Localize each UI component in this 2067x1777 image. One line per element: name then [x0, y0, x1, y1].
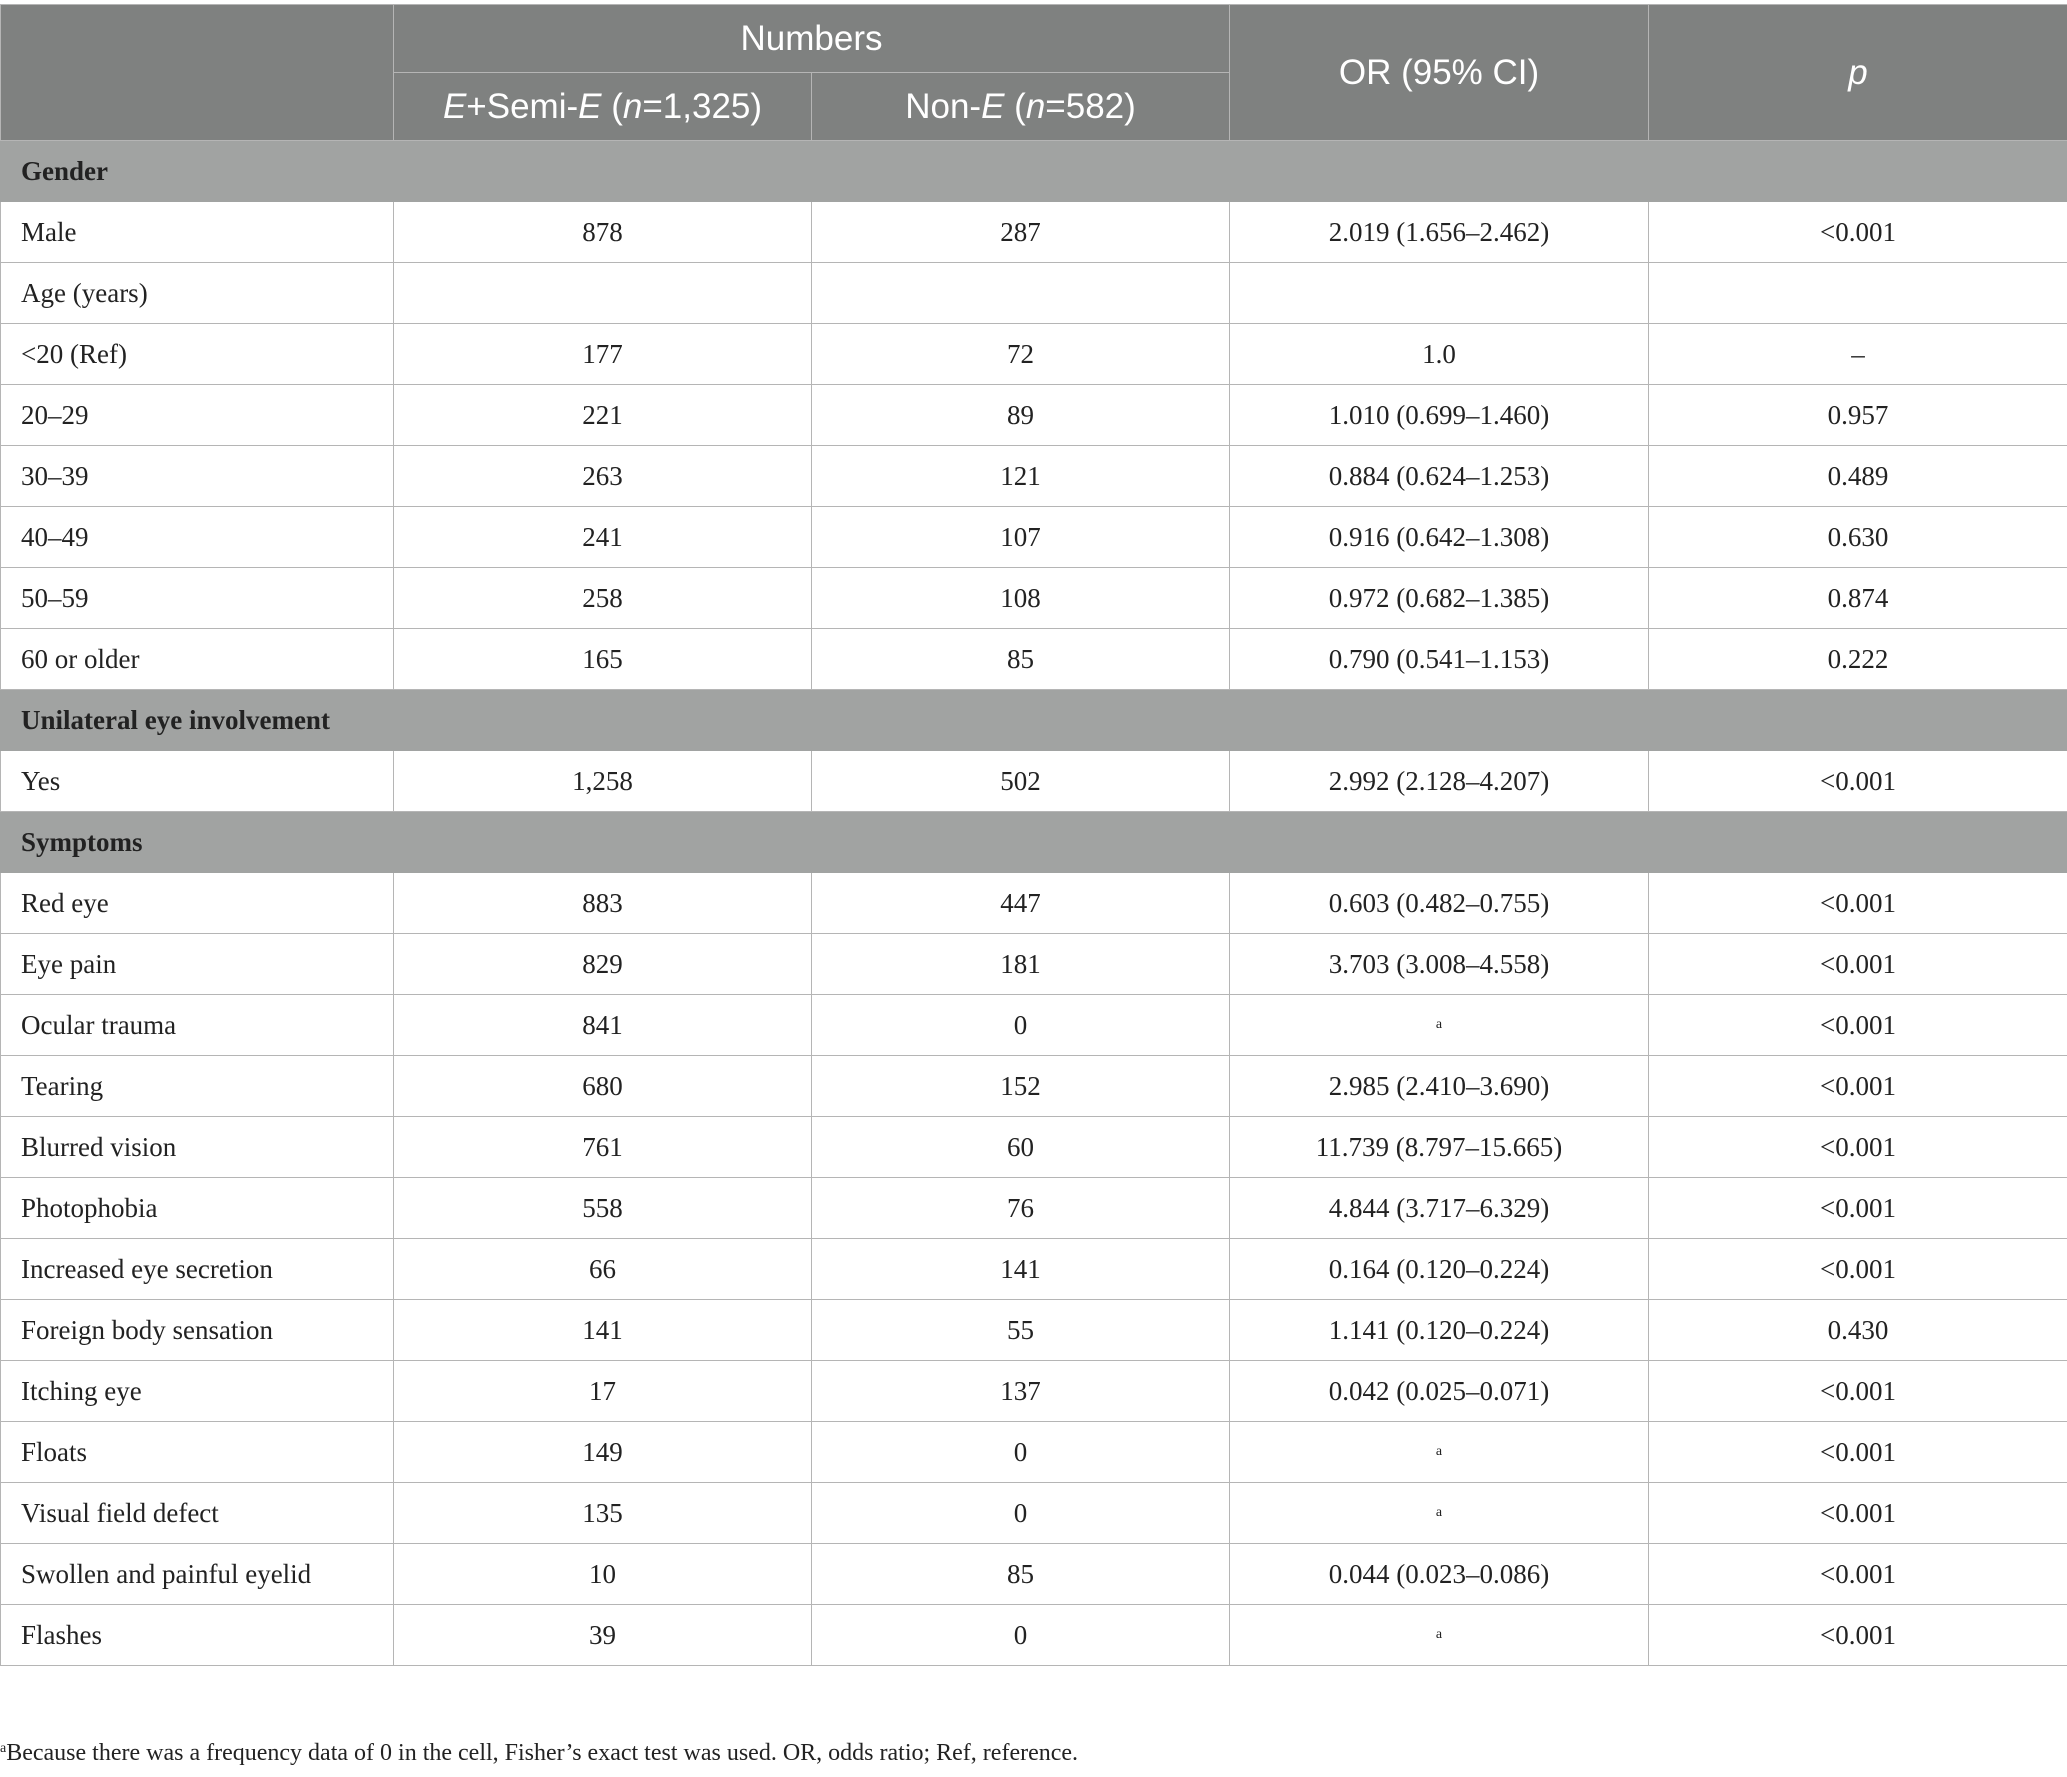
row-label: Male [1, 202, 394, 263]
non-e-count: 0 [812, 1605, 1230, 1666]
row-label: Visual field defect [1, 1483, 394, 1544]
header-blank-cell [1, 5, 394, 141]
odds-ratio: 0.042 (0.025–0.071) [1230, 1361, 1649, 1422]
odds-ratio [1230, 1483, 1649, 1544]
section-title: Gender [1, 141, 2067, 202]
non-e-count [812, 263, 1230, 324]
table-row [1, 629, 2067, 690]
row-label: 20–29 [1, 385, 394, 446]
non-e-count: 55 [812, 1300, 1230, 1361]
footnote-marker-ref: a [1435, 1016, 1443, 1032]
e-semi-e-count: 149 [394, 1422, 812, 1483]
odds-ratio: 1.0 [1230, 324, 1649, 385]
table-row [1, 202, 2067, 263]
non-e-count: 121 [812, 446, 1230, 507]
non-e-count: 181 [812, 934, 1230, 995]
p-value: <0.001 [1649, 1239, 2067, 1300]
p-value: <0.001 [1649, 1361, 2067, 1422]
e-semi-e-count: 135 [394, 1483, 812, 1544]
e-semi-e-count: 761 [394, 1117, 812, 1178]
row-label: 40–49 [1, 507, 394, 568]
table-row [1, 751, 2067, 812]
e-semi-e-count: 680 [394, 1056, 812, 1117]
non-e-count: 60 [812, 1117, 1230, 1178]
table-row [1, 873, 2067, 934]
row-label: Floats [1, 1422, 394, 1483]
table-row [1, 1544, 2067, 1605]
table-row [1, 1361, 2067, 1422]
non-e-count: 0 [812, 1422, 1230, 1483]
p-value: 0.222 [1649, 629, 2067, 690]
e-semi-e-count: 1,258 [394, 751, 812, 812]
odds-ratio: 1.141 (0.120–0.224) [1230, 1300, 1649, 1361]
odds-ratio: 0.603 (0.482–0.755) [1230, 873, 1649, 934]
e-semi-e-count: 883 [394, 873, 812, 934]
row-label: Flashes [1, 1605, 394, 1666]
p-value: 0.489 [1649, 446, 2067, 507]
p-value: <0.001 [1649, 1422, 2067, 1483]
non-e-count: 152 [812, 1056, 1230, 1117]
table-row [1, 568, 2067, 629]
row-label: Swollen and painful eyelid [1, 1544, 394, 1605]
non-e-count: 137 [812, 1361, 1230, 1422]
p-value: <0.001 [1649, 1483, 2067, 1544]
e-semi-e-count: 17 [394, 1361, 812, 1422]
e-semi-e-count: 241 [394, 507, 812, 568]
row-label: Ocular trauma [1, 995, 394, 1056]
footnote-marker-ref: a [1435, 1443, 1443, 1459]
table-header [1, 5, 2067, 141]
table-row [1, 934, 2067, 995]
table-row [1, 1117, 2067, 1178]
e-semi-e-count: 141 [394, 1300, 812, 1361]
e-semi-e-count: 263 [394, 446, 812, 507]
header-or: OR (95% CI) [1230, 5, 1649, 141]
row-label: Increased eye secretion [1, 1239, 394, 1300]
table-row [1, 1605, 2067, 1666]
non-e-count: 0 [812, 1483, 1230, 1544]
p-value: <0.001 [1649, 751, 2067, 812]
p-value: <0.001 [1649, 934, 2067, 995]
e-semi-e-count: 66 [394, 1239, 812, 1300]
table-body [1, 141, 2067, 1666]
row-label: Blurred vision [1, 1117, 394, 1178]
table-row [1, 263, 2067, 324]
table-row [1, 1422, 2067, 1483]
e-semi-e-count [394, 263, 812, 324]
row-label: Photophobia [1, 1178, 394, 1239]
table-row [1, 1178, 2067, 1239]
p-value: <0.001 [1649, 1117, 2067, 1178]
table-row [1, 507, 2067, 568]
p-value: 0.957 [1649, 385, 2067, 446]
footnote [0, 1740, 1078, 1767]
p-value: <0.001 [1649, 1178, 2067, 1239]
row-label: Tearing [1, 1056, 394, 1117]
p-value: 0.430 [1649, 1300, 2067, 1361]
e-semi-e-count: 177 [394, 324, 812, 385]
non-e-count: 107 [812, 507, 1230, 568]
table-row [1, 1483, 2067, 1544]
e-semi-e-count: 829 [394, 934, 812, 995]
section-title: Unilateral eye involvement [1, 690, 2067, 751]
non-e-count: 447 [812, 873, 1230, 934]
table-row [1, 995, 2067, 1056]
section-row [1, 812, 2067, 873]
footnote-marker-ref: a [1435, 1626, 1443, 1642]
p-value: <0.001 [1649, 1605, 2067, 1666]
odds-ratio: 0.972 (0.682–1.385) [1230, 568, 1649, 629]
odds-ratio: 2.985 (2.410–3.690) [1230, 1056, 1649, 1117]
table-row [1, 324, 2067, 385]
non-e-count: 502 [812, 751, 1230, 812]
odds-ratio: 3.703 (3.008–4.558) [1230, 934, 1649, 995]
odds-ratio: 0.044 (0.023–0.086) [1230, 1544, 1649, 1605]
table-row [1, 1239, 2067, 1300]
header-group-e-semi-e: E+Semi-E (n=1,325) [394, 73, 812, 141]
e-semi-e-count: 165 [394, 629, 812, 690]
section-row [1, 141, 2067, 202]
odds-ratio: 2.992 (2.128–4.207) [1230, 751, 1649, 812]
odds-ratio: 2.019 (1.656–2.462) [1230, 202, 1649, 263]
odds-ratio: 4.844 (3.717–6.329) [1230, 1178, 1649, 1239]
odds-ratio: 11.739 (8.797–15.665) [1230, 1117, 1649, 1178]
header-numbers: Numbers [394, 5, 1230, 73]
e-semi-e-count: 841 [394, 995, 812, 1056]
non-e-count: 89 [812, 385, 1230, 446]
e-semi-e-count: 878 [394, 202, 812, 263]
table-row [1, 385, 2067, 446]
odds-ratio: 0.884 (0.624–1.253) [1230, 446, 1649, 507]
table-row [1, 1056, 2067, 1117]
odds-ratio: 0.916 (0.642–1.308) [1230, 507, 1649, 568]
section-title: Symptoms [1, 812, 2067, 873]
p-value: 0.630 [1649, 507, 2067, 568]
row-label: Eye pain [1, 934, 394, 995]
odds-ratio: 1.010 (0.699–1.460) [1230, 385, 1649, 446]
odds-ratio: 0.164 (0.120–0.224) [1230, 1239, 1649, 1300]
footnote-text: Because there was a frequency data of 0 in the cell, Fisher’s exact test was used. OR, odds ratio; Ref, reference. [6, 1740, 1079, 1766]
row-label: Red eye [1, 873, 394, 934]
p-value: <0.001 [1649, 202, 2067, 263]
non-e-count: 108 [812, 568, 1230, 629]
row-label: <20 (Ref) [1, 324, 394, 385]
odds-ratio: 0.790 (0.541–1.153) [1230, 629, 1649, 690]
odds-ratio [1230, 263, 1649, 324]
odds-ratio [1230, 1605, 1649, 1666]
p-value: <0.001 [1649, 995, 2067, 1056]
p-value: – [1649, 324, 2067, 385]
row-label: Yes [1, 751, 394, 812]
row-label: 30–39 [1, 446, 394, 507]
header-p: p [1649, 5, 2067, 141]
p-value: <0.001 [1649, 1056, 2067, 1117]
p-value: 0.874 [1649, 568, 2067, 629]
odds-ratio [1230, 1422, 1649, 1483]
p-value: <0.001 [1649, 1544, 2067, 1605]
footnote-marker-ref: a [1435, 1504, 1443, 1520]
table-row [1, 1300, 2067, 1361]
table-row [1, 446, 2067, 507]
p-value: <0.001 [1649, 873, 2067, 934]
section-row [1, 690, 2067, 751]
row-label: 50–59 [1, 568, 394, 629]
e-semi-e-count: 221 [394, 385, 812, 446]
non-e-count: 0 [812, 995, 1230, 1056]
non-e-count: 85 [812, 1544, 1230, 1605]
row-label: 60 or older [1, 629, 394, 690]
row-label: Itching eye [1, 1361, 394, 1422]
results-table [0, 4, 2067, 1666]
non-e-count: 287 [812, 202, 1230, 263]
non-e-count: 76 [812, 1178, 1230, 1239]
row-label: Foreign body sensation [1, 1300, 394, 1361]
row-label: Age (years) [1, 263, 394, 324]
e-semi-e-count: 10 [394, 1544, 812, 1605]
e-semi-e-count: 258 [394, 568, 812, 629]
non-e-count: 72 [812, 324, 1230, 385]
header-group-non-e: Non-E (n=582) [812, 73, 1230, 141]
p-value [1649, 263, 2067, 324]
e-semi-e-count: 558 [394, 1178, 812, 1239]
e-semi-e-count: 39 [394, 1605, 812, 1666]
footnote-marker: a [0, 1741, 7, 1756]
odds-ratio [1230, 995, 1649, 1056]
non-e-count: 85 [812, 629, 1230, 690]
non-e-count: 141 [812, 1239, 1230, 1300]
